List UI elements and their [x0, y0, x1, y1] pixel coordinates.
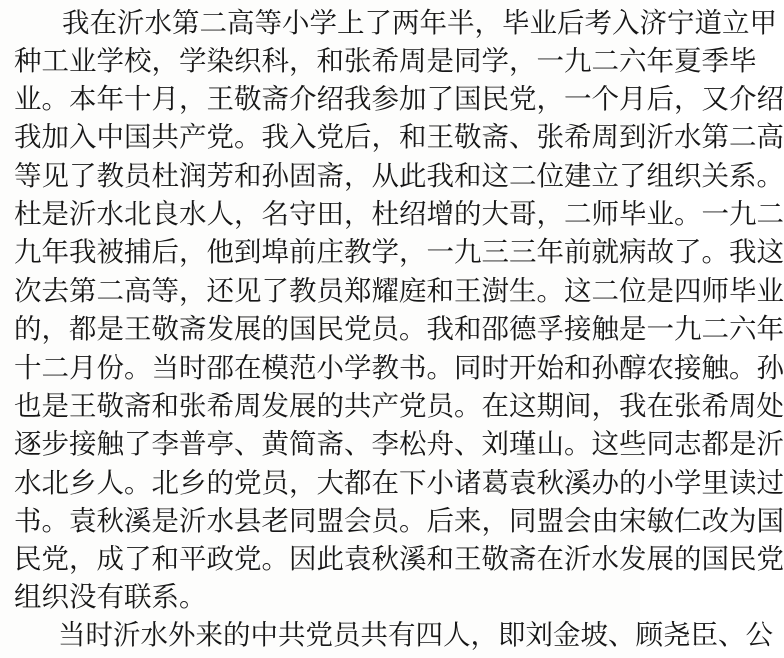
text-line-1: 我在沂水第二高等小学上了两年半，毕业后考入济宁道立甲: [62, 7, 777, 39]
text-line-3: 业。本年十月，王敬斋介绍我参加了国民党，一个月后，又介绍: [14, 83, 784, 115]
text-line-9: 的，都是王敬斋发展的国民党员。我和邵德孚接触是一九二六年: [14, 313, 784, 345]
text-line-6: 杜是沂水北良水人，名守田，杜绍增的大哥，二师毕业。一九二: [14, 198, 784, 230]
text-line-14: 书。袁秋溪是沂水县老同盟会员。后来，同盟会由宋敏仁改为国: [14, 505, 784, 537]
text-line-17: 当时沂水外来的中共党员共有四人，即刘金坡、顾尧臣、公: [58, 619, 773, 651]
text-line-10: 十二月份。当时邵在模范小学教书。同时开始和孙醇农接触。孙: [14, 352, 784, 384]
text-line-12: 逐步接触了李普亭、黄简斋、李松舟、刘瑾山。这些同志都是沂: [14, 428, 784, 460]
text-line-11: 也是王敬斋和张希周发展的共产党员。在这期间，我在张希周处: [14, 390, 784, 422]
text-line-16: 组织没有联系。: [14, 581, 207, 613]
text-line-4: 我加入中国共产党。我入党后，和王敬斋、张希周到沂水第二高: [14, 121, 784, 153]
text-line-8: 次去第二高等，还见了教员郑耀庭和王澍生。这二位是四师毕业: [14, 275, 784, 307]
text-line-15: 民党，成了和平政党。因此袁秋溪和王敬斋在沂水发展的国民党: [14, 543, 784, 575]
text-line-2: 种工业学校，学染织科，和张希周是同学，一九二六年夏季毕: [14, 45, 757, 77]
text-line-5: 等见了教员杜润芳和孙固斋，从此我和这二位建立了组织关系。: [14, 160, 784, 192]
text-line-7: 九年我被捕后，他到埠前庄教学，一九三三年前就病故了。我这: [14, 236, 784, 268]
text-line-13: 水北乡人。北乡的党员，大都在下小诸葛袁秋溪办的小学里读过: [14, 467, 784, 499]
